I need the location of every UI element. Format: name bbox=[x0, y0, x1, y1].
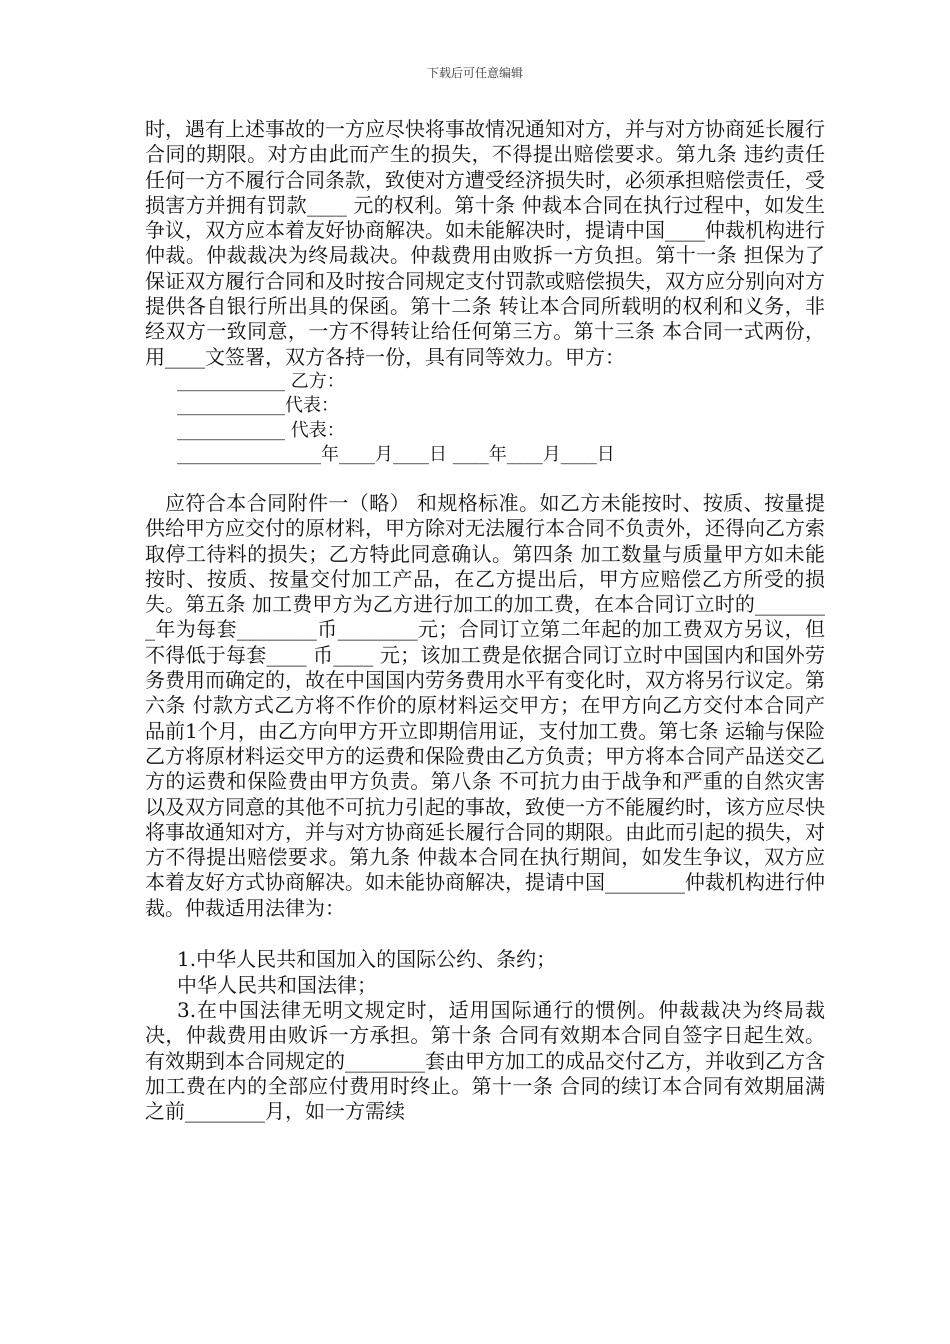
paragraph-terms-arbitration: 时，遇有上述事故的一方应尽快将事故情况通知对方，并与对方协商延长履行合同的期限。对方由此而产生的损失，不得提出赔偿要求。第九条 违约责任任何一方不履行合同条款，致使对方遭受经济损失时，必须承担赔偿责任，受损害方并拥有罚款____ 元的权利。第十条 仲裁本合同在执行过程中，如发生争议，双方应本着友好协商解决。如未能解决时，提请中国____仲裁机构进行仲裁。仲裁裁决为终局裁决。仲裁费用由败拆一方负担。第十一条 担保为了保证双方履行合同和及时按合同规定支付罚款或赔偿损失，双方应分别向对方提供各自银行所出具的保函。第十二条 转让本合同所载明的权利和义务，非经双方一致同意，一方不得转让给任何第三方。第十三条 本合同一式两份，用____文签署，双方各持一份，具有同等效力。甲方： bbox=[145, 117, 825, 369]
signature-party-b: ____________ 乙方： bbox=[177, 370, 345, 392]
signature-dates: ________________年____月____日 ____年____月____日 bbox=[177, 444, 615, 466]
list-item: 中华人民共和国法律； bbox=[177, 973, 377, 998]
signature-block bbox=[145, 370, 825, 468]
document-body bbox=[145, 117, 825, 1125]
list-item: 1.中华人民共和国加入的国际公约、条约； bbox=[177, 947, 557, 972]
applicable-law-list bbox=[145, 946, 825, 998]
signature-representative-b: ____________ 代表： bbox=[177, 419, 345, 441]
paragraph-processing-terms: 应符合本合同附件一（略） 和规格标准。如乙方未能按时、按质、按量提供给甲方应交付的原材料，甲方除对无法履行本合同不负责外，还得向乙方索取停工待料的损失；乙方特此同意确认。第四条 加工数量与质量甲方如未能按时、按质、按量交付加工产品，在乙方提出后，甲方应赔偿乙方所受的损失。第五条 加工费甲方为乙方进行加工的加工费，在本合同订立时的________年为每套________币________元；合同订立第二年起的加工费双方另议，但不得低于每套____ 币____ 元；该加工费是依据合同订立时中国国内和国外劳务费用而确定的，故在中国国内劳务费用水平有变化时，双方将另行议定。第六条 付款方式乙方将不作价的原材料运交甲方；在甲方向乙方交付本合同产品前1个月，由乙方向甲方开立即期信用证，支付加工费。第七条 运输与保险乙方将原材料运交甲方的运费和保险费由乙方负责；甲方将本合同产品送交乙方的运费和保险费由甲方负责。第八条 不可抗力由于战争和严重的自然灾害以及双方同意的其他不可抗力引起的事故，致使一方不能履约时，该方应尽快将事故通知对方，并与对方协商延长履行合同的期限。由此而引起的损失，对方不得提出赔偿要求。第九条 仲裁本合同在执行期间，如发生争议，双方应本着友好方式协商解决。如未能协商解决，提请中国________仲裁机构进行仲裁。仲裁适用法律为： bbox=[145, 490, 825, 920]
page-header: 下载后可任意编辑 bbox=[426, 66, 523, 80]
signature-representative-a: ____________代表： bbox=[177, 395, 339, 417]
paragraph-validity-renewal: 3.在中国法律无明文规定时，适用国际通行的惯例。仲裁裁决为终局裁决，仲裁费用由败诉一方承担。第十条 合同有效期本合同自签字日起生效。有效期到本合同规定的________套由甲方加工的成品交付乙方，并收到乙方含加工费在内的全部应付费用时终止。第十一条 合同的续订本合同有效期届满之前________月，如一方需续 bbox=[145, 998, 825, 1124]
